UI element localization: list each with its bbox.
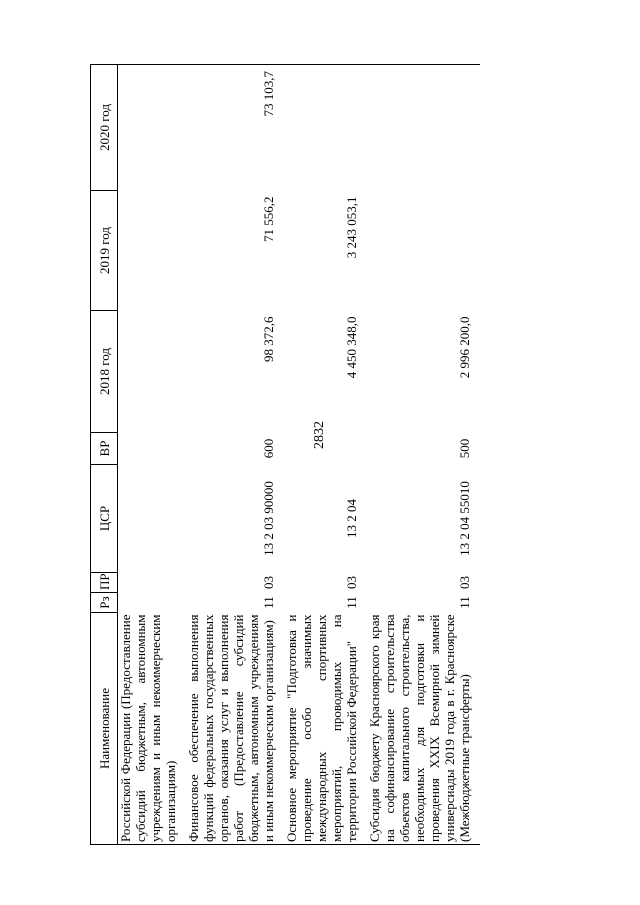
row-rz — [118, 593, 187, 613]
row-vr — [284, 433, 367, 465]
row-rz: 11 — [261, 596, 276, 609]
row-csr: 13 2 03 90000 — [261, 481, 276, 556]
row-vr: 500 — [457, 438, 472, 459]
table-row — [367, 65, 480, 845]
row-name: Основное мероприятие "Подготовка и проведение особо значимых международных спортивных мероприятий, проводимых на территории Российской Федерации" — [284, 613, 367, 845]
row-csr: 13 2 04 55010 — [457, 481, 472, 556]
row-rz: 11 — [457, 596, 472, 609]
row-2020 — [284, 65, 367, 191]
row-name: Субсидия бюджету Красноярского края на софинансирование строительства объектов капитального строительства, необходимых для подготовки и проведения XXIX Всемирной зимней универсиады 2019 года в г. Красноярске (Межбюджетные трансферты) — [367, 613, 480, 845]
col-2018: 2018 год — [91, 311, 118, 433]
row-2019 — [118, 191, 187, 311]
budget-table-page — [90, 65, 580, 845]
budget-table — [90, 64, 480, 845]
row-pr: 03 — [344, 576, 359, 589]
row-pr — [118, 573, 187, 593]
table-row — [284, 65, 367, 845]
table-header — [91, 65, 118, 845]
row-pr: 03 — [457, 576, 472, 589]
row-2018: 98 372,6 — [261, 316, 276, 362]
row-vr: 600 — [261, 438, 276, 459]
row-pr: 03 — [261, 576, 276, 589]
col-pr: ПР — [91, 573, 118, 593]
row-2019: 71 556,2 — [261, 196, 276, 242]
row-2018: 2 996 200,0 — [457, 316, 472, 379]
row-2020 — [118, 65, 187, 191]
col-name: Наименование — [91, 613, 118, 845]
row-name: Российской Федерации (Предоставление субсидий бюджетным, автономным учреждениям и иным некоммерческим организациям) — [118, 613, 187, 845]
row-2020 — [367, 65, 480, 191]
col-csr: ЦСР — [91, 465, 118, 573]
row-rz: 11 — [344, 596, 359, 609]
row-2019 — [367, 191, 480, 311]
row-2019: 3 243 053,1 — [344, 196, 359, 259]
page-number: 2832 — [312, 421, 327, 449]
row-vr — [118, 433, 187, 465]
col-rz: Рз — [91, 593, 118, 613]
col-2019: 2019 год — [91, 191, 118, 311]
table-row — [186, 65, 284, 845]
row-2018: 4 450 348,0 — [344, 316, 359, 379]
row-csr — [118, 465, 187, 573]
row-name: Финансовое обеспечение выполнения функций федеральных государственных органов, оказания услуг и выполнения работ (Предоставление субсидий бюджетным, автономным учреждениям и иным некоммерческим организациям) — [186, 613, 284, 845]
col-vr: ВР — [91, 433, 118, 465]
row-2018 — [118, 311, 187, 433]
table-row — [118, 65, 187, 845]
row-2020: 73 103,7 — [186, 65, 284, 191]
col-2020: 2020 год — [91, 65, 118, 191]
row-csr: 13 2 04 — [344, 499, 359, 538]
